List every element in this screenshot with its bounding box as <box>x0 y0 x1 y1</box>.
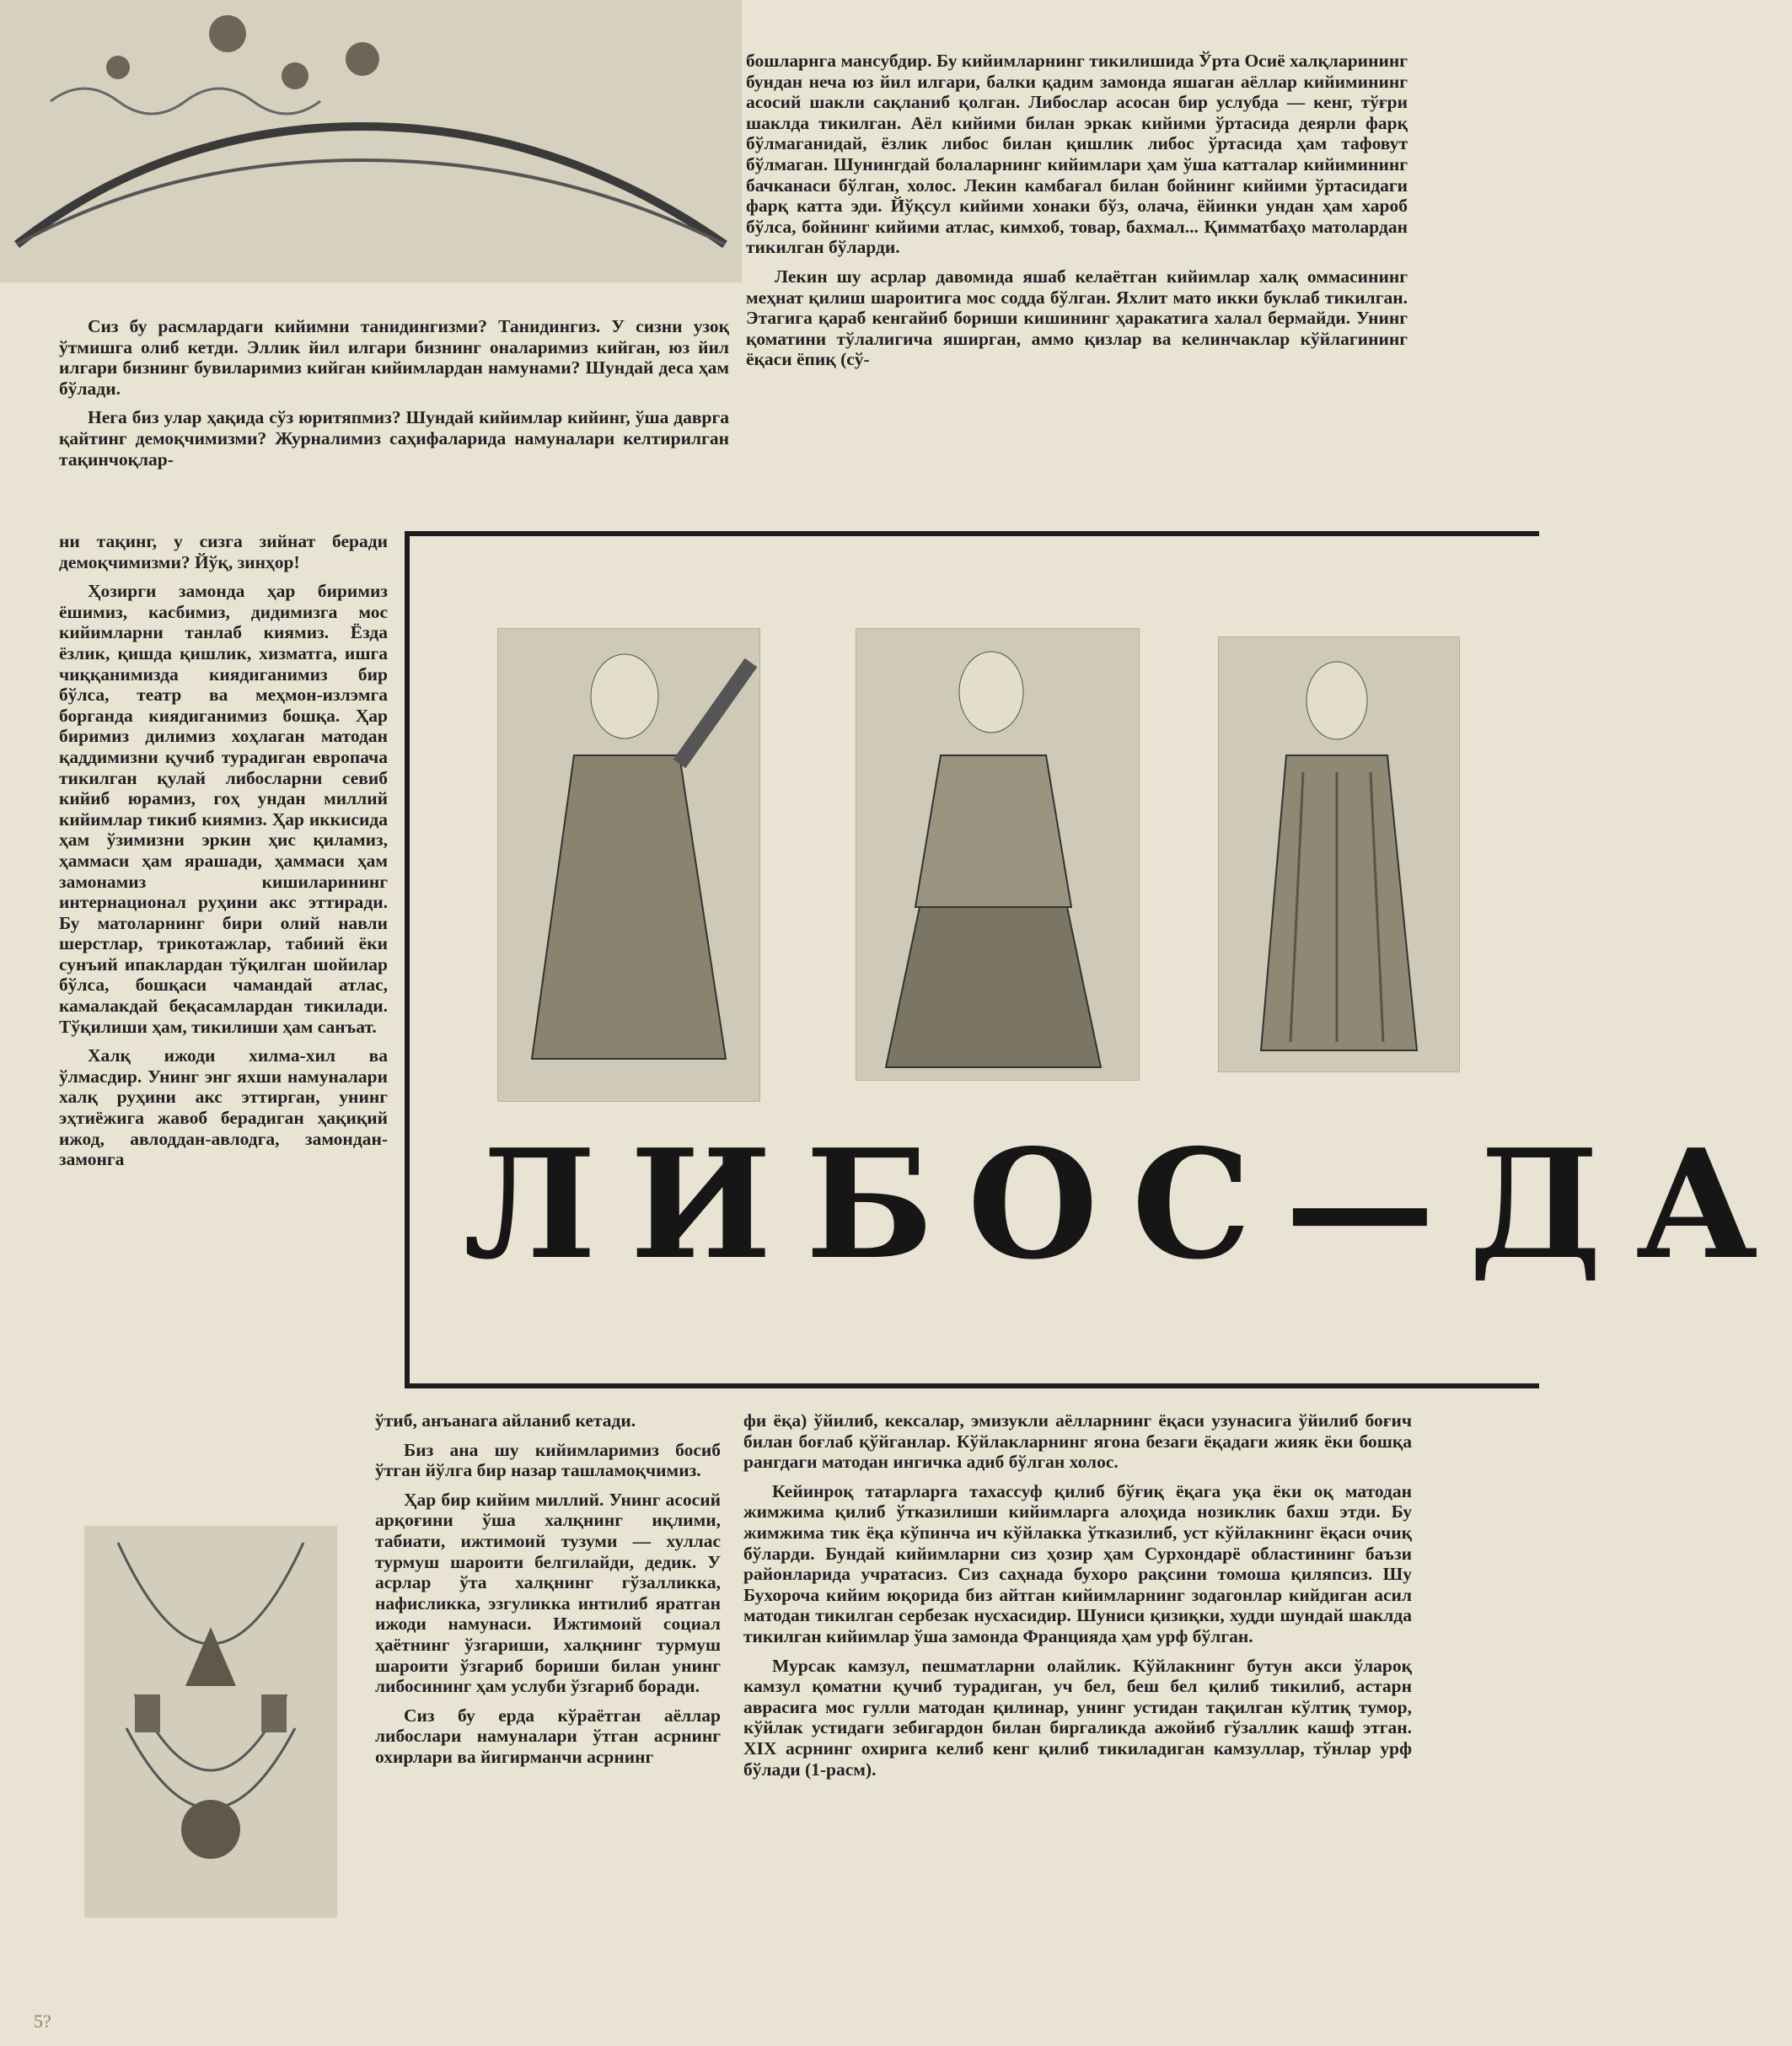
right-bottom-paragraph-1: фи ёқа) ўйилиб, кексалар, эмизукли аёлларнинг ёқаси узунасига ўйилиб боғич билан боғлаб қўйганлар. Кўйлакларнинг ягона безаги ёқадаги жияк ёки бошқа рангдаги матодан ингичка адиб бўлган холос. <box>743 1410 1412 1473</box>
right-bottom-column <box>743 1410 1412 1788</box>
intro-paragraph-2: Нега биз улар ҳақида сўз юритяпмиз? Шундай кийимлар кийинг, ўша даврга қайтинг демоқчимизми? Журналимиз саҳифаларида намуналари келтирилган тақинчоқлар- <box>59 407 729 470</box>
left-column <box>59 531 388 1179</box>
costume-figure-3 <box>1218 636 1460 1072</box>
middle-paragraph-1: ўтиб, анъанага айланиб кетади. <box>375 1410 636 1431</box>
ornament-illustration <box>0 0 742 282</box>
right-bottom-paragraph-2: Кейинроқ татарларга тахассуф қилиб бўғиқ ёқага уқа ёки оқ матодан жимжима қилиб ўтказилиши кийимларга алоҳида нозиклик бахш этди. Бу жимжима тик ёқа кўпинча ич кўйлакка ўтказилиб, уст кўйлакнинг ёқаси очиқ бўларди. Бундай кийимларни сиз ҳозир ҳам Сурхондарё областининг баъзи районларида учратасиз. Сиз саҳнада бухоро рақсини томоша қиляпсиз. Шу Бухороча кийим юқорида биз айтган кийимларнинг зодагонлар кийдиган асил матодан тикилган сербезак нусхасидир. Шуниси қизиқки, худди шундай шаклда тикилган кийимлар ўша замонда Францияда ҳам урф бўлган. <box>743 1480 1412 1646</box>
middle-paragraph-2: Биз ана шу кийимларимиз босиб ўтган йўлга бир назар ташламоқчимиз. <box>375 1439 721 1481</box>
tiara-drawing <box>0 0 742 282</box>
necklace-illustration <box>84 1526 337 1918</box>
middle-paragraph-4: Сиз бу ерда кўраётган аёллар либослари намуналари ўтган асрнинг охирлари ва йигирманчи асрнинг <box>375 1705 721 1767</box>
middle-paragraph-3: Ҳар бир кийим миллий. Унинг асосий арқоғини ўша халқнинг иқлими, табиати, ижтимоий тузуми — хуллас турмуш шароити белгилайди, дедик. У асрлар ўта халқнинг гўзалликка, нафисликка, эзгуликка интилиб яратган ижоди намунаси. Ижтимоий социал ҳаётнинг ўзгариши, халқнинг турмуш шароити ўзгариб бориши билан унинг либосининг ҳам услуби ўзгариб боради. <box>375 1489 721 1697</box>
intro-text <box>59 316 729 478</box>
left-paragraph-2: Ҳозирги замонда ҳар биримиз ёшимиз, касбимиз, дидимизга мос кийимларни танлаб киямиз. Ёзда ёзлик, қишда қишлик, хизматга, ишга чиққанимизда киядиганимиз бир бўлса, театр ва меҳмон-излэмга борганда киядиганимиз бошқа. Ҳар биримиз дилимиз хоҳлаган матодан қаддимизни қучиб турадиган европача тикилган қулай либосларни севиб кийиб юрамиз, гоҳ ундан миллий кийимлар тикиб киямиз. Ҳар иккисида ҳам ўзимизни эркин ҳис қиламиз, ҳаммаси ҳам ярашади, ҳаммаси ҳам замонамиз кишиларининг интернационал руҳини акс эттиради. Бу матоларнинг бири олий навли шерстлар, трикотажлар, табиий ёки сунъий ипаклардан тўқилган шойилар бўлса, бошқаси чамандай атлас, камалакдай беқасамлардан тикилади. Тўқилиши ҳам, тикилиши ҳам санъат. <box>59 581 388 1037</box>
headline: ЛИБОС—ДА <box>464 1116 1792 1292</box>
right-top-paragraph-2: Лекин шу асрлар давомида яшаб келаётган кийимлар халқ оммасининг меҳнат қилиш шароитига мос содда бўлган. Яхлит мато икки буклаб тикилган. Этагига қараб кенгайиб бориши кишининг ҳаракатига халал бермайди. Унинг қоматини тўлалигича яширган, аммо қизлар ва келинчаклар кўйлагининг ёқаси ёпиқ (сў- <box>746 266 1408 370</box>
left-paragraph-1: ни тақинг, у сизга зийнат беради демоқчимизми? Йўқ, зинҳор! <box>59 531 388 572</box>
intro-paragraph-1: Сиз бу расмлардаги кийимни танидингизми? Танидингиз. У сизни узоқ ўтмишга олиб кетди. Эллик йил илгари бизнинг оналаримиз кийган, юз йил илгари бизнинг бувиларимиз кийган кийимлардан намунами? Шундай деса ҳам бўлади. <box>59 316 729 399</box>
costume-figure-1 <box>497 628 760 1102</box>
right-top-paragraph-1: бошларнга мансубдир. Бу кийимларнинг тикилишида Ўрта Осиё халқларининг бундан неча юз йил илгари, балки қадим замонда яшаган аёллар кийимининг асосий шакли сақланиб қолган. Либослар асосан бир услубда — кенг, тўғри шаклда тикилган. Аёл кийими билан эркак кийими ўртасида деярли фарқ бўлмаганидай, ёзлик либос билан қишлик либос ўртасида ҳам тафовут бўлмаган. Шунингдай болаларнинг кийимлари ҳам ўша катталар кийимининг бачканаси бўлган, холос. Лекин камбағал билан бойнинг кийими ўртасидаги фарқ катта эди. Йўқсул кийими хонаки бўз, олача, ёйинки ундан ҳам хароб бўлса, бойнинг кийими атлас, кимхоб, товар, бахмал... Қимматбаҳо матолардан тикилган бўларди. <box>746 51 1408 258</box>
left-paragraph-3: Халқ ижоди хилма-хил ва ўлмасдир. Унинг энг яхши намуналари халқ руҳини акс эттирган, унинг эҳтиёжига жавоб берадиган ҳақиқий ижод, авлоддан-авлодга, замондан-замонга <box>59 1045 388 1170</box>
page-number: 5? <box>34 2011 51 2032</box>
right-bottom-paragraph-3: Мурсак камзул, пешматларни олайлик. Кўйлакнинг бутун акси ўлароқ камзул қоматни қучиб турадиган, уч бел, беш бел қилиб тикилиб, астарн аврасига мос гулли матодан қилинар, унинг устидан тақилган кўлтиқ тумор, кўйлак устидаги зебигардон билан биргаликда ажойиб гўзаллик кашф этган. XIX асрнинг охирига келиб кенг қилиб тикиладиган камзуллар, тўнлар урф бўлади (1-расм). <box>743 1655 1412 1780</box>
right-top-column <box>746 51 1408 379</box>
middle-column <box>375 1410 721 1776</box>
necklace-drawing <box>84 1526 337 1918</box>
costume-figure-2 <box>856 628 1140 1081</box>
